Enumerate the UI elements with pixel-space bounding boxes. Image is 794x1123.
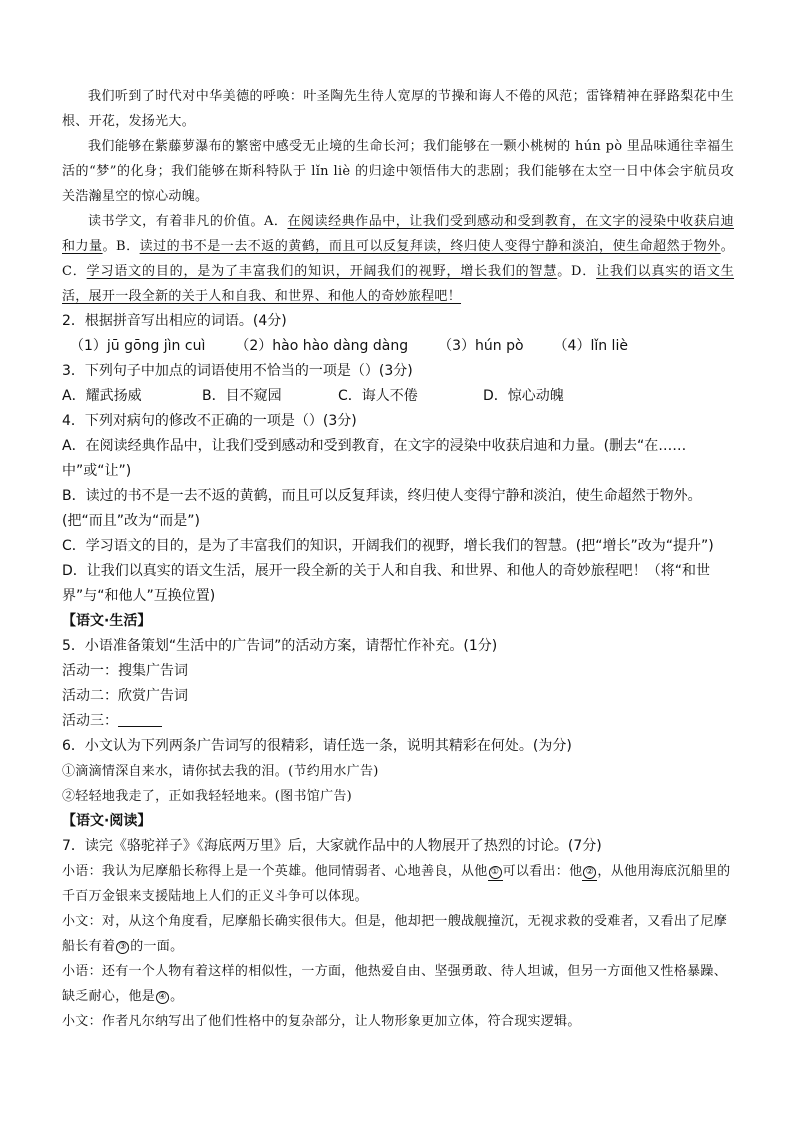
q5-activity-3-label: 活动三： xyxy=(62,713,118,729)
passage-intro: 读书学文，有着非凡的价值。 xyxy=(88,214,264,229)
q3-options xyxy=(62,384,734,409)
q7-xy1-text-b: 可以看出：他 xyxy=(502,864,583,879)
exam-page xyxy=(62,84,734,1034)
q7-stem: 7．读完《骆驼祥子》《海底两万里》后，大家就作品中的人物展开了热烈的讨论。(7分) xyxy=(62,838,602,854)
circle-mark-1: ① xyxy=(489,866,502,879)
q6-slogan-1: ①滴滴情深自来水，请你拭去我的泪。(节约用水广告) xyxy=(62,764,379,779)
q7-dialogue-xiaowen-2: 小文：作者凡尔纳写出了他们性格中的复杂部分，让人物形象更加立体，符合现实逻辑。 xyxy=(62,1014,581,1029)
q4-option-d: D．让我们以真实的语文生活，展开一段全新的关于人和自我、和世界、和他人的奇妙旅程吧！（将“和世界”与“和他人”互换位置) xyxy=(62,563,711,604)
q6-stem: 6．小文认为下列两条广告词写的很精彩，请任选一条，说明其精彩在何处。(为分) xyxy=(62,738,572,754)
q3-stem: 3．下列句子中加点的词语使用不恰当的一项是（）(3分) xyxy=(62,363,413,379)
q7-xy1-text-c: ，从他用海底沉船里的千百万金银来支援陆地上人们的正义斗争可以体现。 xyxy=(62,864,731,904)
q5-activity-3 xyxy=(62,709,734,734)
sentence-d: 让我们以真实的语文生活，展开一段全新的关于人和自我、和世界、和他人的奇妙旅程吧！ xyxy=(62,264,735,304)
label-a: A． xyxy=(264,214,288,229)
q7-blank-2[interactable] xyxy=(582,864,597,881)
q7-xy2-text-b: 。 xyxy=(170,989,184,1004)
q4-option-c: C．学习语文的目的，是为了丰富我们的知识，开阔我们的视野，增长我们的智慧。(把“增长”改为“提升”) xyxy=(62,538,714,554)
q3-option-d: D．惊心动魄 xyxy=(483,388,564,404)
passage-paragraph-1: 我们听到了时代对中华美德的呼唤：叶圣陶先生待人宽厚的节操和诲人不倦的风范；雷锋精神在驿路梨花中生根、开花，发扬光大。 xyxy=(62,89,734,129)
passage-paragraph-3 xyxy=(62,209,734,309)
q7-xw1-text-a: 小文：对，从这个角度看，尼摩船长确实很伟大。但是，他却把一艘战舰撞沉，无视求救的受难者，又看出了尼摩船长有着 xyxy=(62,914,728,954)
q5-activity-2: 活动二：欣赏广告词 xyxy=(62,688,188,704)
q4-stem: 4．下列对病句的修改不正确的一项是（）(3分) xyxy=(62,413,357,429)
q7-dialogue-xiaowen-1 xyxy=(62,909,734,959)
q4-option-a: A．在阅读经典作品中，让我们受到感动和受到教育，在文字的浸染中收获启迪和力量。(删去“在……中”或“让”) xyxy=(62,438,687,479)
q7-blank-1[interactable] xyxy=(488,864,503,881)
label-c: 。C． xyxy=(62,239,734,279)
q2-stem: 2．根据拼音写出相应的词语。(4分) xyxy=(62,313,287,329)
label-b: 。B． xyxy=(102,239,140,254)
q3-option-b: B．目不窥园 xyxy=(202,388,282,404)
q7-xw1-text-b: 的一面。 xyxy=(130,939,184,954)
sentence-b: 读过的书不是一去不返的黄鹤，而且可以反复拜读，终归使人变得宁静和淡泊，使生命超然于物外 xyxy=(139,239,721,254)
q2-item-3: （3）hún pò xyxy=(438,338,524,354)
q7-dialogue-xiaoyu-2 xyxy=(62,959,734,1009)
q4-option-b: B．读过的书不是一去不返的黄鹤，而且可以反复拜读，终归使人变得宁静和淡泊，使生命超然于物外。(把“而且”改为“而是”) xyxy=(62,488,702,529)
sentence-c: 学习语文的目的，是为了丰富我们的知识，开阔我们的视野，增长我们的智慧 xyxy=(86,264,558,279)
circle-mark-4[interactable]: ④ xyxy=(156,991,169,1004)
q3-option-a: A．耀武扬威 xyxy=(62,388,142,404)
section-life-heading: 【语文·生活】 xyxy=(62,613,152,629)
section-read-heading: 【语文·阅读】 xyxy=(62,813,152,829)
q2-item-2: （2）hào hào dàng dàng xyxy=(235,338,409,354)
q6-slogan-2: ②轻轻地我走了，正如我轻轻地来。(图书馆广告) xyxy=(62,789,353,804)
q2-pinyin-list xyxy=(70,334,734,359)
q7-dialogue-xiaoyu-1 xyxy=(62,859,734,909)
q5-answer-blank[interactable] xyxy=(118,711,162,727)
circle-mark-2: ② xyxy=(583,866,596,879)
q7-xy2-text-a: 小语：还有一个人物有着这样的相似性，一方面，他热爱自由、坚强勇敢、待人坦诚，但另一方面他又性格暴躁、缺乏耐心，他是 xyxy=(62,964,728,1004)
circle-mark-3[interactable]: ③ xyxy=(116,941,129,954)
label-d: 。D． xyxy=(557,264,597,279)
q3-option-c: C．诲人不倦 xyxy=(338,388,418,404)
q5-stem: 5．小语准备策划“生活中的广告词”的活动方案，请帮忙作补充。(1分) xyxy=(62,638,498,654)
q2-item-4: （4）lǐn liè xyxy=(553,338,628,354)
q5-activity-1: 活动一：搜集广告词 xyxy=(62,663,188,679)
q2-item-1: （1）jū gōng jìn cuì xyxy=(70,338,206,354)
q7-xy1-text-a: 小语：我认为尼摩船长称得上是一个英雄。他同情弱者、心地善良，从他 xyxy=(62,864,488,879)
passage-paragraph-2: 我们能够在紫藤萝瀑布的繁密中感受无止境的生命长河；我们能够在一颗小桃树的 hún pò 里品味通往幸福生活的“梦”的化身；我们能够在斯科特队于 lǐn liè 的归途中领悟伟大的悲剧；我们能够在太空一日中体会宇航员攻关浩瀚星空的惊心动魄。 xyxy=(62,139,734,204)
sentence-a: 在阅读经典作品中，让我们受到感动和受到教育，在文字的浸染中收获启迪和力量 xyxy=(62,214,734,254)
